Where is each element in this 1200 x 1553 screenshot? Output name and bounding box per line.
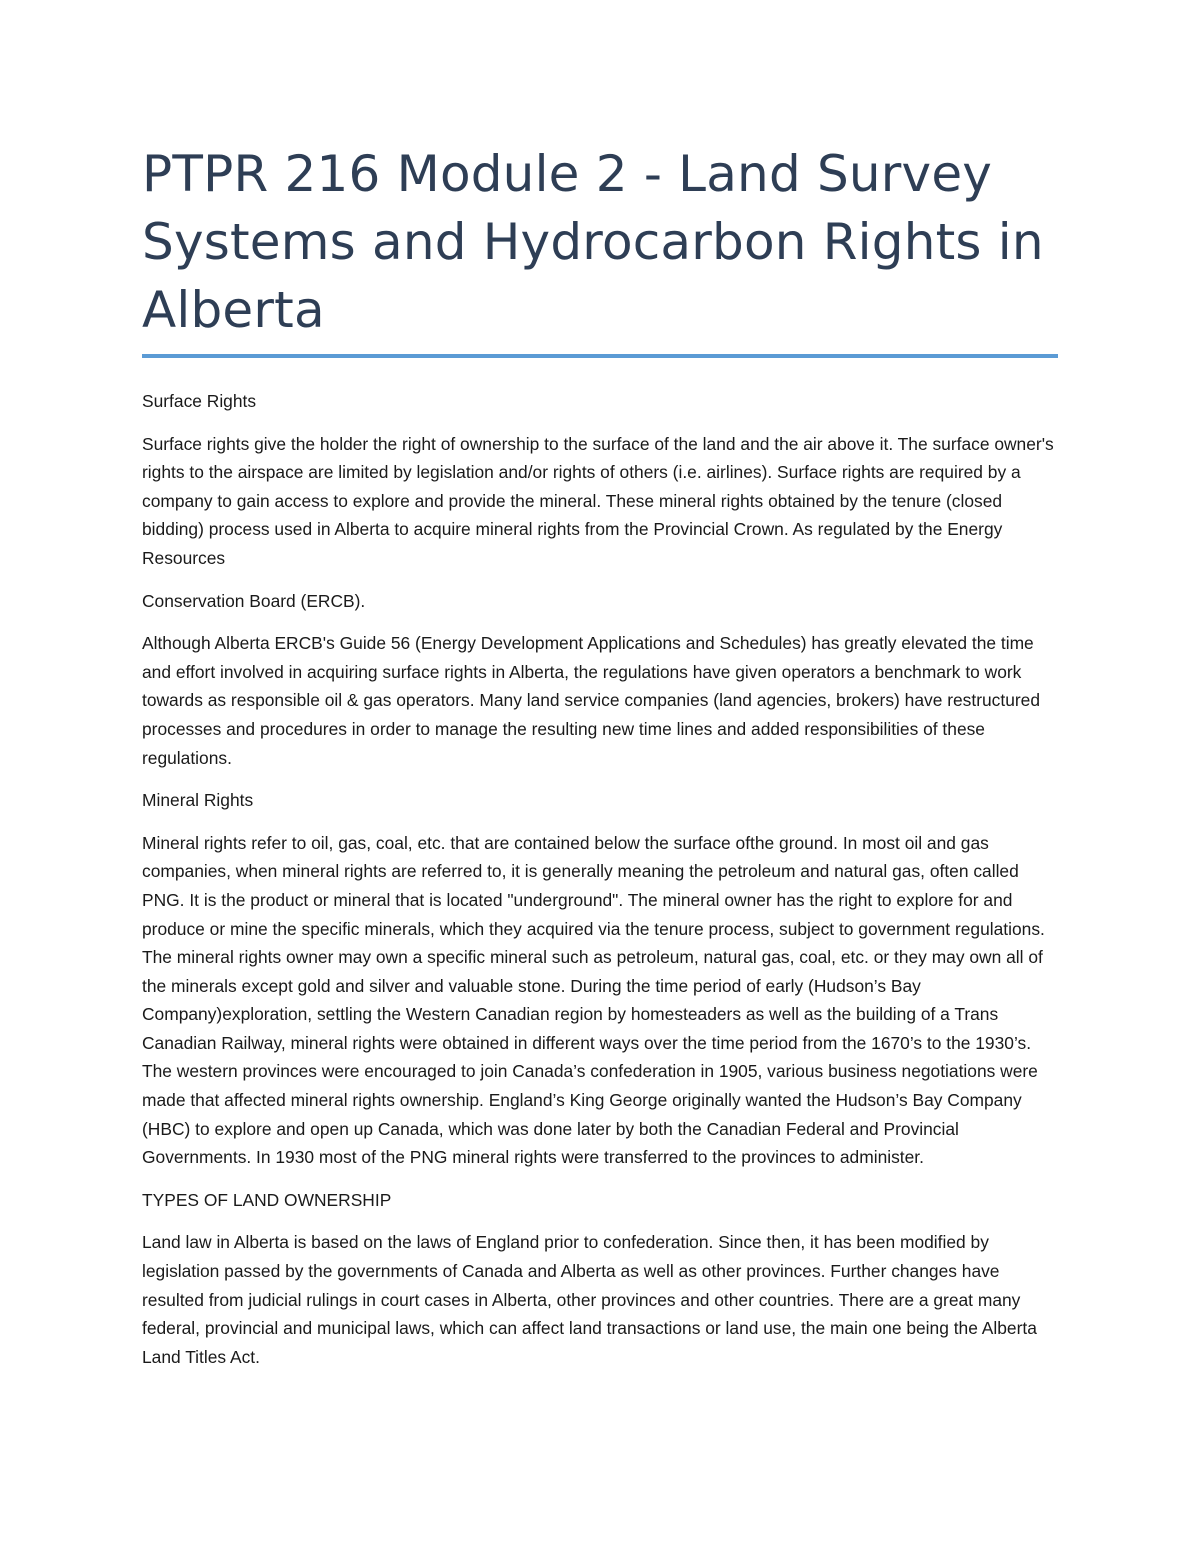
section-heading-surface-rights: Surface Rights [142, 391, 257, 411]
section-heading-mineral-rights: Mineral Rights [142, 790, 254, 811]
title-underline [142, 354, 1058, 358]
paragraph-surface-rights: Surface rights give the holder the right of ownership to the surface of the land and the air above it. The surface owner's rights to the airspace are limited by legislation and/or rights of others (i.e. airlines). Surface rights are required by a company to gain access to explore and provide the mineral. These mineral rights obtained by the tenure (closed bidding) process used in Alberta to acquire mineral rights from the Provincial Crown. As regulated by the Energy Resources [142, 433, 1054, 568]
paragraph-mineral-rights: Mineral rights refer to oil, gas, coal, etc. that are contained below the surface ofthe ground. In most oil and gas companies, when mineral rights are referred to, it is generally meaning the petroleum and natural gas, often called PNG. It is the product or mineral that is located "underground". The mineral owner has the right to explore for and produce or mine the specific minerals, which they acquired via the tenure process, subject to government regulations. The mineral rights owner may own a specific mineral such as petroleum, natural gas, coal, etc. or they may own all of the minerals except gold and silver and valuable stone. During the time period of early (Hudson’s Bay Company)exploration, settling the Western Canadian region by homesteaders as well as the building of a Trans Canadian Railway, mineral rights were obtained in different ways over the time period from the 1670’s to the 1930’s. The western provinces were encouraged to join Canada’s confederation in 1905, various business negotiations were made that affected mineral rights ownership. England’s King George originally wanted the Hudson’s Bay Company (HBC) to explore and open up Canada, which was done later by both the Canadian Federal and Provincial Governments. In 1930 most of the PNG mineral rights were transferred to the provinces to administer. [142, 832, 1045, 1168]
paragraph-land-ownership: Land law in Alberta is based on the laws of England prior to confederation. Since then, it has been modified by legislation passed by the governments of Canada and Alberta as well as other provinces. Further changes have resulted from judicial rulings in court cases in Alberta, other provinces and other countries. There are a great many federal, provincial and municipal laws, which can affect land transactions or land use, the main one being the Alberta Land Titles Act. [142, 1232, 1037, 1367]
section-heading-land-ownership: TYPES OF LAND OWNERSHIP [142, 1189, 392, 1210]
document-title: PTPR 216 Module 2 - Land Survey Systems and Hydrocarbon Rights in Alberta [142, 145, 1044, 339]
document-page [142, 140, 1060, 1371]
paragraph-ercb: Conservation Board (ERCB). [142, 590, 366, 611]
paragraph-guide-56: Although Alberta ERCB's Guide 56 (Energy Development Applications and Schedules) has greatly elevated the time and effort involved in acquiring surface rights in Alberta, the regulations have given operators a benchmark to work towards as responsible oil & gas operators. Many land service companies (land agencies, brokers) have restructured processes and procedures in order to manage the resulting new time lines and added responsibilities of these regulations. [142, 633, 1040, 768]
